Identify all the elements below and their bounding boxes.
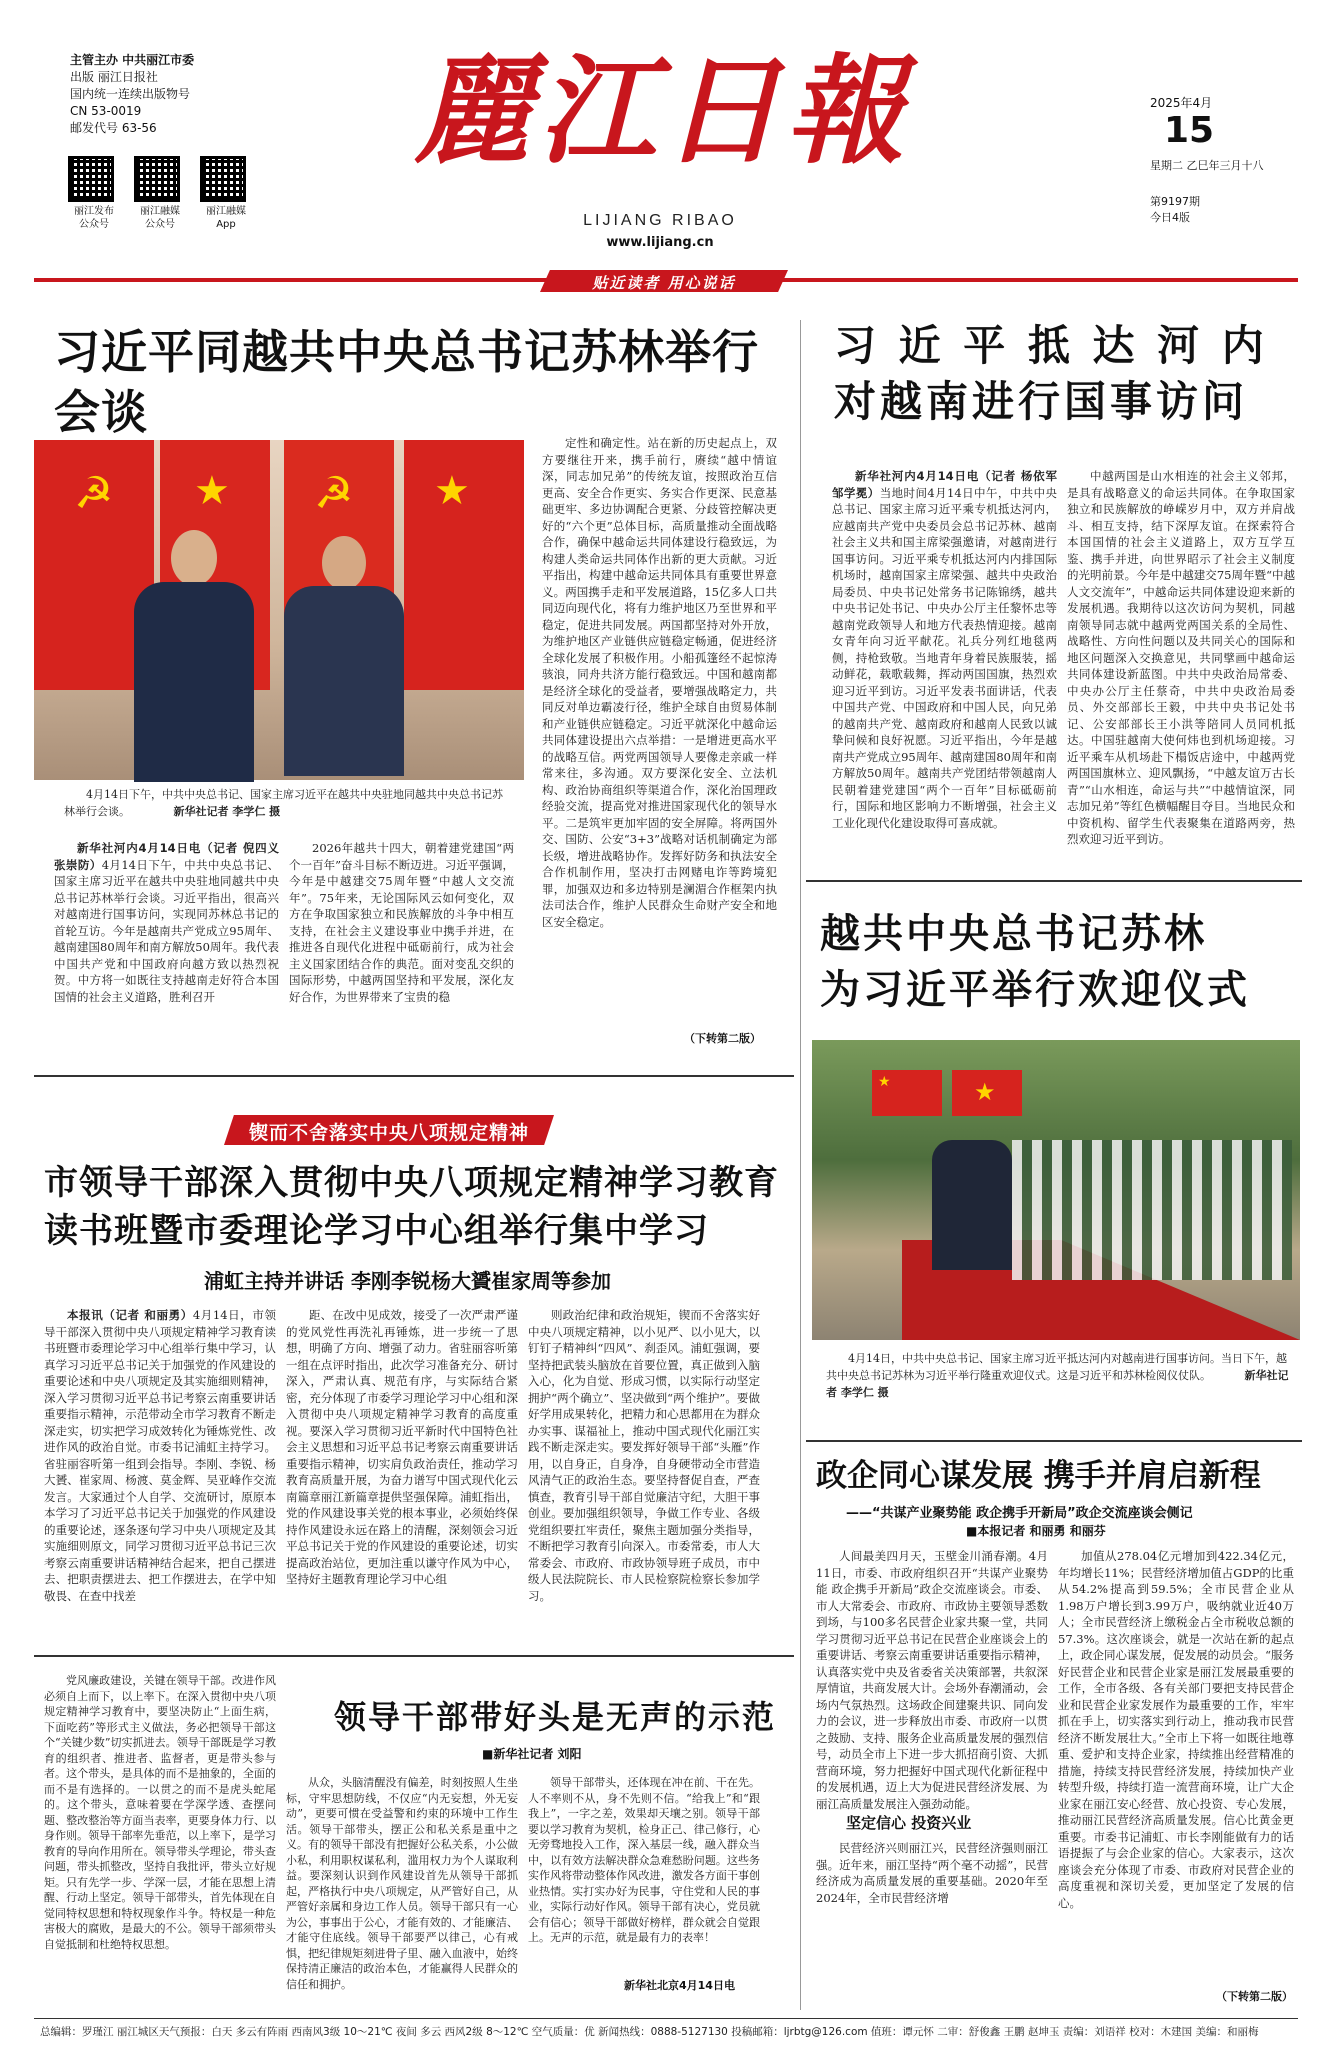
qr-label: App [216,219,236,230]
continued-note[interactable]: （下转第二版） [684,1032,761,1045]
divider-top [806,880,1302,882]
caption-text: 4月14日，中共中央总书记、国家主席习近平抵达河内对越南进行国事访问。当日下午，越共中央总书记苏林为习近平举行隆重欢迎仪式。这是习近平和苏林检阅仪仗队。 [826,1352,1287,1382]
caption-text: 4月14日下午，中共中央总书记、国家主席习近平在越共中央驻地同越共中央总书记苏林举行会谈。 [64,788,503,818]
star-icon: ★ [194,468,230,514]
website[interactable]: www.lijiang.cn [606,235,714,250]
weekday-lunar: 星期二 乙巳年三月十八 [1150,159,1264,172]
publisher-line: CN 53-0019 [70,104,142,118]
masthead [0,0,1328,290]
story-ceremony [806,880,1302,1435]
dateline: 本报讯（记者 和丽勇） [67,1308,193,1322]
story-study [34,1075,794,1655]
day-number: 15 [1164,110,1215,151]
kicker-text: 锲而不舍落实中央八项规定精神 [248,1122,529,1144]
photo-ceremony: ★ ★ [812,1040,1300,1340]
talks-column-2: 2026年越共十四大，朝着建党建国“两个一百年”奋斗目标不断迈进。习近平强调，今年是中越建交75周年暨“中越人文交流年”。75年来，无论国际风云如何变化，双方在争取国家独立和民族解放的斗争中相互支持，在社会主义建设事业中携手并进，在推进各自现代化进程中砥砺前行，成为社会主义国家团结合作的典范。面对变乱交织的国际形势，中越两国坚持和平发展，深化友好合作，为世界带来了宝贵的稳 [289,841,514,1004]
headline-line: 读书班暨市委理论学习中心组举行集中学习 [44,1211,709,1251]
story-talks [34,300,789,1070]
dateline: 新华社河内4月14日电（记者 杨依军 邹学冕） [832,469,1057,500]
arrival-column-1 [832,468,1057,868]
headline-talks[interactable]: 习近平同越共中央总书记苏林举行会谈 [54,325,759,439]
headline-line: 越共中央总书记苏林 [820,911,1207,957]
photo-credit: 新华社记者 李学仁 摄 [173,805,281,818]
leaders [932,1140,1012,1270]
dateline: 新华社河内4月14日电（记者 倪四义 张崇防） [54,841,279,872]
study-column-3: 则政治纪律和政治规矩，锲而不舍落实好中央八项规定精神，以小见严、以小见大，以钉钉子精神纠“四风”、刹歪风。浦虹强调，要坚持把武装头脑放在首要位置，真正做到入脑入心，化为自觉、形成习惯，以实际行动坚定拥护“两个确立”、坚决做到“两个维护”。要做好学用成果转化，把精力和心思都用在为群众办实事、谋福祉上，推动中国式现代化丽江实践不断走深走实。要发挥好领导干部“头雁”作用，以自身正，自身净，自身硬带动全市营造风清气正的政治生态。要坚持督促自查，严查慎查，教育引导干部自觉廉洁守纪，大胆干事创业。要加强组织领导，争做工作专业、各级党组织要扛牢责任，聚焦主题加强分类指导，不断把学习教育引向深入。市委常委，市人大常委会、市政府、市政协领导班子成员，市中级人民法院院长、市人民检察院检察长参加学习。 [528,1308,760,1603]
byline-commentary: ■新华社记者 刘阳 [482,1747,582,1761]
headline-study[interactable] [44,1159,794,1255]
publisher-line: 主管主办 中共丽江市委 [70,53,195,67]
divider-top [34,1655,794,1657]
study-column-2: 距、在改中见成效，接受了一次严肃严谨的党风党性再洗礼再锤炼，进一步统一了思想，明确了方向、增强了动力。省驻丽容听第一组在点评时指出，此次学习准备充分、研讨深入，严肃认真、规范有序，与实际结合紧密，充分体现了市委学习理论学习中心组和深入贯彻中央八项规定精神学习教育的高度重视。要深入学习贯彻习近平新时代中国特色社会主义思想和习近平总书记考察云南重要讲话重要指示精神，切实肩负政治责任，推动学习教育高质量开展，为奋力谱写中国式现代化云南篇章丽江新篇章提供坚强保障。浦虹指出，党的作风建设事关党的根本事业，必须始终保持作风建设永远在路上的清醒，深刻领会习近平总书记关于党的作风建设的重要论述，切实提高政治站位，更加注重以谦守作风为中心，坚持好主题教育理论学习中心组 [286,1308,518,1586]
byline-forum: ■本报记者 和丽勇 和丽芬 [966,1524,1106,1538]
forum-column-2: 加值从278.04亿元增加到422.34亿元，年均增长11%；民营经济增加值占GDP的比重从54.2%提高到59.5%；全市民营企业从1.98万户增长到3.99万户，吸纳就业近40万人；全市民营经济上缴税金占全市税收总额的57.3%。这次座谈会，就是一次站在新的起点上，政企同心谋发展，促发展的动员会。“服务好民营企业和民营企业家是丽江发展最重要的工作，全市各级、各有关部门要把支持民营企业和民营企业家发展作为最重要的工作，牢牢抓在手上，切实落实到行动上，推动我市民营经济不断发展壮大。”全市上下将一如既往地尊重、爱护和支持企业家，持续推出经营精准的措施，持续支持民营经济发展，持续加快产业转型升级，持续打造一流营商环境，让广大企业家在丽江安心经营、放心投资、专心发展，推动丽江民营经济高质量发展。信心比黄金更重要。市委书记浦虹、市长李刚能做有力的话语提振了与会企业家的信心。大家表示，这次座谈会充分体现了市委、市政府对民营企业的高度重视和深切关爱，更加坚定了发展的信心。 [1058,1549,1294,1910]
qr-block[interactable] [200,156,252,231]
qr-code-icon[interactable] [68,156,114,202]
photo-caption-talks [64,786,504,820]
forum-mid-heading: 坚定信心 投资兴业 [846,1814,972,1832]
talks-column-3: 定性和确定性。站在新的历史起点上，双方要继往开来，携手前行，赓续“越中情谊深，同志加兄弟”的传统友谊，按照政治互信更高、安全合作更实、务实合作更深、民意基础更牢、多边协调配合更紧、分歧管控解决更好的“六个更”总体目标，高质量推动全面战略合作，确保中越命运共同体建设行稳致远，为构建人类命运共同体作出新的更大贡献。习近平指出，构建中越命运共同体具有重要世界意义。两国携手走和平发展道路，15亿多人口共同迈向现代化，将有力维护地区乃至世界和平稳定，促进共同发展。两国都坚持对外开放，为维护地区产业链供应链稳定畅通，促进经济全球化发展了积极作用。小船孤篷经不起惊涛骇浪，同舟共济方能行稳致远。中国和越南都是经济全球化的受益者，要增强战略定力，共同反对单边霸凌行径，维护全球自由贸易体制和产业链供应链稳定。习近平就深化中越命运共同体建设提出六点举措：一是增进更高水平的战略互信。两党两国领导人要像走亲戚一样常来往，多沟通。双方要深化安全、立法机构、政治协商组织等渠道合作，深化治国理政经验交流，提高党对推进国家现代化的领导水平。二是筑牢更加牢固的安全屏障。将两国外交、国防、公安“3+3”战略对话机制确定为部长级，增进战略协作。发挥好防务和执法安全合作机制作用，坚决打击网赌电诈等跨境犯罪，加强双边和多边特别是澜湄合作框架内执法司法合作，维护人民群众生命财产安全和地区安全稳定。 [542,436,777,929]
qr-code-icon[interactable] [134,156,180,202]
photo-credit: 新华社记者 李学仁 摄 [826,1369,1289,1399]
story-forum [806,1440,1302,2010]
commentary-sign: 新华社北京4月14日电 [624,1979,735,1992]
headline-line: 市领导干部深入贯彻中央八项规定精神学习教育 [44,1163,779,1203]
qr-block[interactable] [134,156,186,231]
forum-column-1: 人间最美四月天，玉壁金川涌春潮。4月11日，市委、市政府组织召开“共谋产业聚势能 政企携手开新局”政企交流座谈会。市委、市人大常委会、市政府、市政协主要领导悉数到场，与100多名民营企业家共聚一堂，共同学习贯彻习近平总书记在民营企业座谈会上的重要讲话、考察云南重要讲话重要指示精神，认真落实党中央及省委省关决策部署，共叙深厚情谊，共商发展大计。会场外春潮涌动，会场内气氛热烈。这场政企间建聚共识、同向发力的会议，进一步释放出市委、市政府一以贯之鼓励、支持、服务企业高质量发展的强烈信号，动员全市上下进一步大抓招商引资、大抓营商环境，努力把握好中国式现代化新征程中的发展机遇，迈上大为促进民营经济发展、为丽江高质量发展注入强劲动能。 [816,1549,1048,1811]
headline-forum[interactable]: 政企同心谋发展 携手并肩启新程 [816,1458,1261,1494]
publisher-info [70,52,290,137]
newspaper-title: 麗江日報 [413,41,910,180]
column-divider [800,320,801,2010]
divider-top [34,1075,794,1077]
honor-guard [1012,1140,1292,1280]
page-count: 今日4版 [1150,211,1190,224]
publisher-line: 邮发代号 63-56 [70,121,157,135]
qr-label: 公众号 [145,219,175,230]
commentary-column-1: 党风廉政建设，关键在领导干部。改进作风必须自上而下，以上率下。在深入贯彻中央八项规定精神学习教育中，要坚决防止“上面生病，下面吃药”等形式主义做法，务必把领导干部这个“关键少数”切实抓进去。领导干部既是学习教育的组织者、推进者、监督者，更是带头参与者。这个带头，是具体的而不是抽象的，全面的而不是有选择的。一以贯之的而不是虎头蛇尾的。这个带头，意味着要在学深学透、查摆问题、整改整治等方面当表率，更要身体力行、以身作则。领导干部率先垂范，以上率下，是学习教育的导向作用所在。领导带头学理论，带头查问题，带头抓整改，坚持自我批评，带头立好规矩。只有先学一步、学深一层，才能在思想上清醒、行动上坚定。领导干部带头，首先体现在自觉同特权思想和特权现象作斗争。特权是一种危害极大的腐败，是最大的不公。领导干部须带头自觉抵制和杜绝特权思想。 [44,1674,276,1951]
body-text: 4月14日，市领导干部深入贯彻中央八项规定精神学习教育读书班暨市委理论学习中心组举行集中学习，认真学习习近平总书记关于加强党的作风建设的重要论述和中央八项规定及其实施细则精神，深入学习贯彻习近平总书记考察云南重要讲话重要指示精神，示范带动全市学习教育不断走深走实，切实把学习成效转化为锤炼党性、改进作风的政治自觉。市委书记浦虹主持学习。省驻丽容听第一组到会指导。李刚、李锐、杨大贇、崔家周、杨渡、莫金辉、吴亚峰作交流发言。大家通过个人自学、交流研讨，原原本本学习了习近平总书记关于加强党的作风建设的重要论述，逐条逐句学习中央八项规定及其实施细则原文，同学习贯彻习近平总书记三次考察云南重要讲话精神结合起来，把自己摆进去、把职责摆进去、把工作摆进去，在学中知敬畏、在查中找差 [44,1308,276,1603]
qr-label: 丽江发布 [74,206,114,217]
forum-column-1b: 民营经济兴则丽江兴，民营经济强则丽江强。近年来，丽江坚持“两个毫不动摇”，民营经济成为高质量发展的重要基础。2020年至2024年，全市民营经济增 [816,1841,1048,1905]
qr-code-icon[interactable] [200,156,246,202]
photo-caption-ceremony [826,1350,1296,1401]
publisher-line: 国内统一连续出版物号 [70,87,191,101]
qr-group [68,156,268,231]
footer-rule [34,2018,1298,2019]
newspaper-title-latin: LIJIANG RIBAO [583,212,737,229]
photo-handshake: ☭ ★ ☭ ★ [34,440,524,780]
person-left [134,530,254,780]
qr-label: 丽江融媒 [206,206,246,217]
divider-top [806,1440,1302,1442]
publisher-line: 出版 丽江日报社 [70,70,158,84]
qr-label: 公众号 [79,219,109,230]
headline-line: 为习近平举行欢迎仪式 [820,967,1250,1013]
continued-note[interactable]: （下转第二版） [1216,1990,1293,2003]
body-text: 当地时间4月14日中午，中共中央总书记、国家主席习近平乘专机抵达河内，应越南共产党中央委员会总书记苏林、越南社会主义共和国主席梁强邀请，对越南进行国事访问。习近平乘专机抵达河内内排国际机场时，越南国家主席梁强、越共中央政治局委员、中央书记处常务书记陈锦绣，越共中央书记处书记、中央办公厅主任黎怀忠等越南党政领导人和地方代表热情迎接。越南女青年向习近平献花。礼兵分列红地毯两侧，持枪致敬。当地青年身着民族服装，摇动鲜花，载歌载舞，挥动两国国旗，热烈欢迎习近平到访。习近平发表书面讲话，代表中国共产党、中国政府和中国人民，向兄弟的越南共产党、越南政府和越南人民致以诚挚问候和良好祝愿。习近平指出，今年是越南共产党成立95周年、越南建国80周年和南方解放50周年。越南共产党团结带领越南人民朝着建党建国“两个一百年”目标砥砺前行，国际和地区影响力不断增强，社会主义工业化现代化建设取得可喜成就。 [832,485,1058,830]
arrival-column-2: 中越两国是山水相连的社会主义邻邦，是具有战略意义的命运共同体。在争取国家独立和民族解放的峥嵘岁月中，双方并肩战斗、相互支持，结下深厚友谊。在探索符合本国国情的社会主义道路上，双方互学互鉴、携手并进，向世界昭示了社会主义制度的光明前景。今年是中越建交75周年暨“中越人文交流年”，中越命运共同体建设迎来新的发展机遇。我期待以这次访问为契机，同越南领导同志就中越两党两国关系的全局性、战略性、方向性问题以及共同关心的国际和地区问题深入交换意见，共同擘画中越命运共同体建设新蓝图。中共中央政治局常委、中央办公厅主任蔡奇，中共中央政治局委员、外交部部长王毅，中共中央书记处书记、公安部部长王小洪等陪同人员同机抵达。中国驻越南大使何炜也到机场迎接。习近平乘车从机场赴下榻饭店途中，中越两党两国国旗林立、迎风飘扬，“中越友谊万古长青”“山水相连，命运与共”“中越情谊深，同志加兄弟”等红色横幅醒目夺目。当地民众和中资机构、留学生代表聚集在道路两旁，热烈欢迎习近平到访。 [1067,469,1295,846]
headline-arrival[interactable] [834,318,1294,430]
headline-ceremony[interactable] [820,906,1300,1018]
subhead-forum: ——“共谋产业聚势能 政企携手开新局”政企交流座谈会侧记 [846,1506,1193,1521]
headline-line: 对越南进行国事访问 [834,377,1249,426]
talks-column-1 [54,840,279,1040]
headline-line: 习 近 平 抵 达 河 内 [834,321,1268,370]
person-right [284,536,404,780]
story-commentary [34,1655,794,1995]
commentary-column-2: 从众，头脑清醒没有偏差，时刻按照人生坐标，守牢思想防线，不仅应“内无妄想，外无妄动”，更要可惯在受益警和约束的环境中工作生活。领导干部带头，摆正公和私关系是重中之义。有的领导干部没有把握好公私关系，小公做小私，利用职权谋私利，滥用权力为个人谋取利益。要深刻认识到作风建设首先从领导干部抓起，严格执行中央八项规定，从严管好自己，从严管好亲属和身边工作人员。领导干部只有一心为公，事事出于公心，才能有效的、才能廉洁、才能守住底线。领导干部要严以律己，心有戒惧，把纪律规矩刻进骨子里、融入血液中，始终保持清正廉洁的政治本色，才能赢得人民群众的信任和拥护。 [286,1776,518,1991]
story-arrival [812,300,1302,880]
hammer-sickle-icon: ☭ [74,468,114,519]
qr-label: 丽江融媒 [140,206,180,217]
body-text: 4月14日下午，中共中央总书记、国家主席习近平在越共中央驻地同越共中央总书记苏林举行会谈。习近平指出，很高兴对越南进行国事访问，实现同苏林总书记的首轮互访。今年是越南共产党成立95周年、越南建国80周年和南方解放50周年。我代表中国共产党和中国政府向越方致以热烈祝贺。中方将一如既往支持越南走好符合本国国情的社会主义道路，胜利召开 [54,857,280,1004]
issue-number: 第9197期 [1150,195,1200,208]
slogan-text: 贴近读者 用心说话 [592,274,736,292]
footer-info: 总编辑：罗瑾江 丽江城区天气预报：白天 多云有阵雨 西南风3级 10～21℃ 夜间 多云 西风2级 8～12℃ 空气质量：优 新闻热线：0888-5127130 投稿邮箱：ljrbtg@126.com 值班：谭元怀 二审：舒俊鑫 王鹏 赵坤玉 责编：刘语祥 校对：木建国 美编：和丽梅 [40,2026,1259,2038]
date-block [1150,94,1270,225]
qr-block[interactable] [68,156,120,231]
study-column-1 [44,1307,276,1637]
headline-commentary[interactable]: 领导干部带好头是无声的示范 [334,1698,777,1736]
commentary-column-3: 领导干部带头，还体现在冲在前、干在先。人不率则不从，身不先则不信。“给我上”和“跟我上”，一字之差，效果却天壤之别。领导干部要以学习教育为契机，检身正己、律己修行，心无旁骛地投入工作，深入基层一线，融入群众当中，以有效方法解决群众急难愁盼问题。这些务实作风将带动整体作风改进，激发各方面干事创业热情。实打实办好为民事，守住党和人民的事业，实际行动好作风。领导干部有决心，党员就会有信心；领导干部做好榜样，群众就会自觉跟上。无声的示范，就是最有力的表率！ [528,1776,760,1944]
year-month: 2025年4月 [1150,96,1213,110]
subhead-study: 浦虹主持并讲话 李刚李锐杨大贇崔家周等参加 [204,1269,611,1293]
